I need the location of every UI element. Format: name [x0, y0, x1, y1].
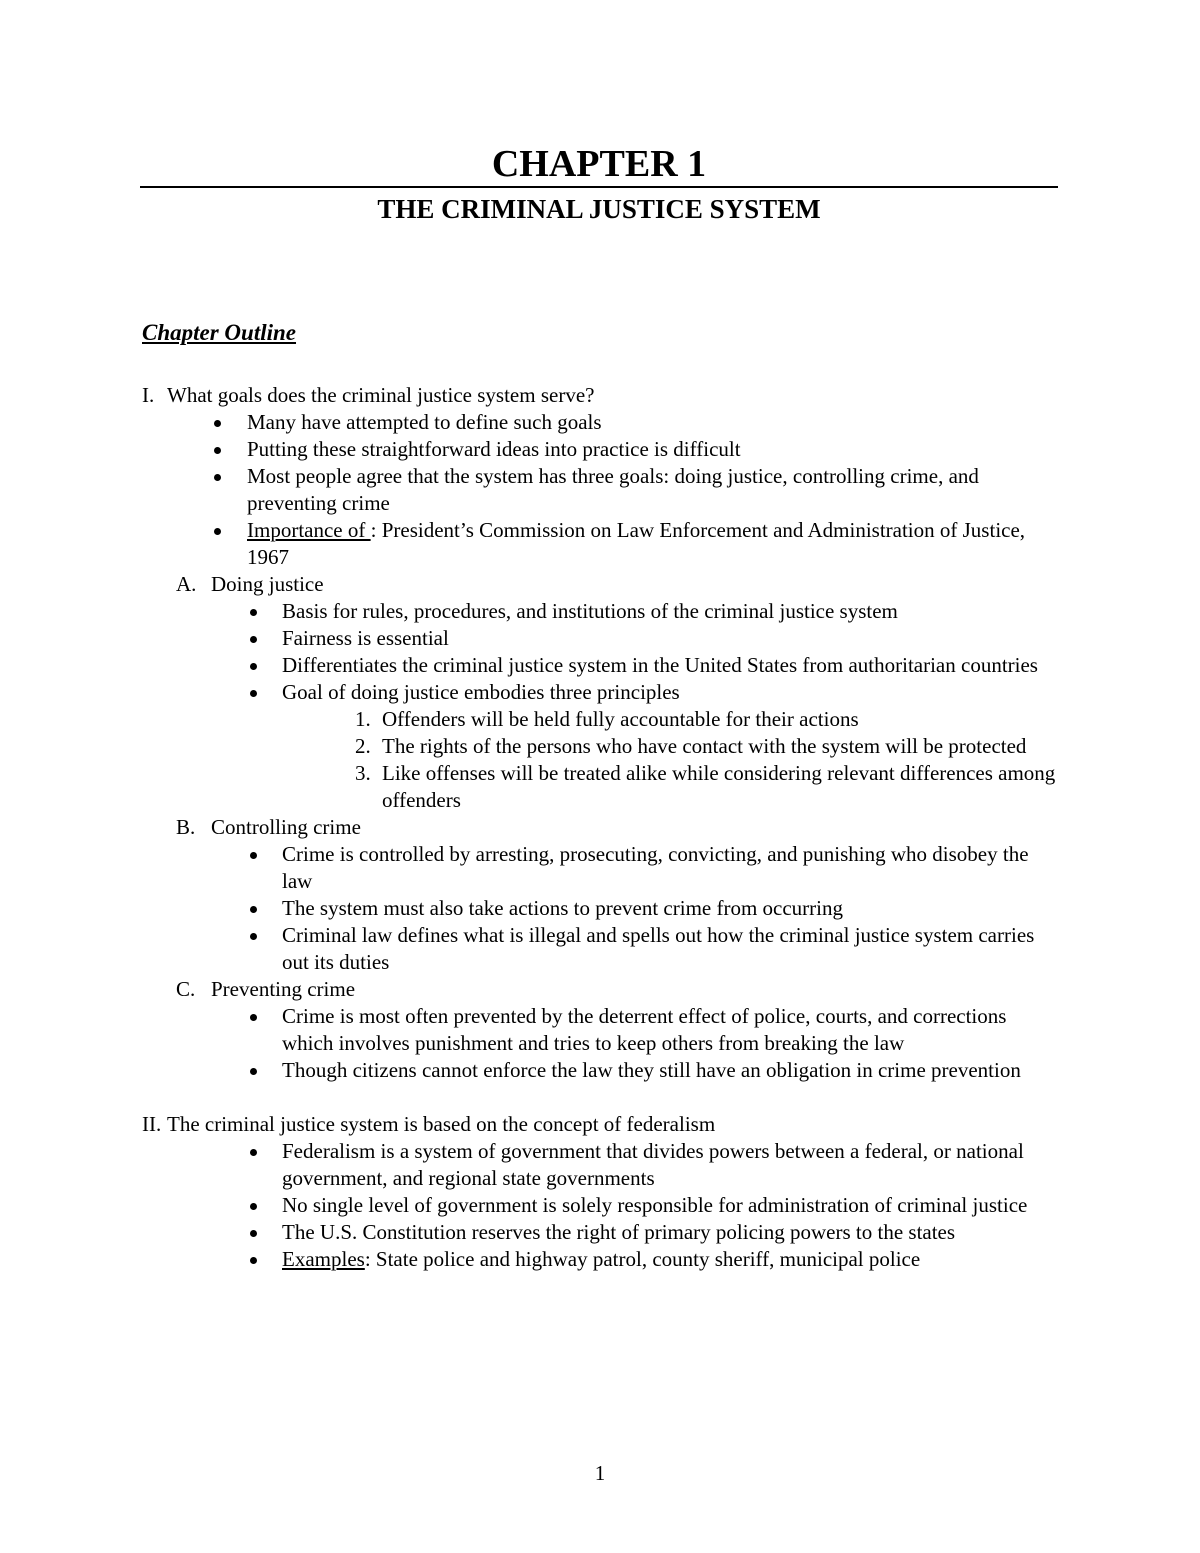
bullet-text: Crime is most often prevented by the deterrent effect of police, courts, and corrections which involves punishment and tries to keep others from breaking the law: [282, 1004, 1007, 1055]
section-marker: I.: [142, 383, 155, 407]
bullet-text: Putting these straightforward ideas into practice is difficult: [247, 437, 741, 461]
number-marker: 2.: [355, 734, 371, 758]
bullet-icon: [250, 852, 257, 859]
bullet-text: Goal of doing justice embodies three principles: [282, 680, 680, 704]
bullet-label: Examples: [282, 1247, 365, 1271]
bullet-item: [0, 1057, 1200, 1084]
section-text: The criminal justice system is based on the concept of federalism: [167, 1112, 716, 1136]
outline-heading: Chapter Outline: [142, 320, 297, 345]
bullet-text: Differentiates the criminal justice system in the United States from authoritarian countries: [282, 653, 1038, 677]
bullet-text: Fairness is essential: [282, 626, 449, 650]
subsection-text: Controlling crime: [211, 815, 361, 839]
bullet-icon: [214, 474, 221, 481]
bullet-icon: [250, 1257, 257, 1264]
bullet-text: The U.S. Constitution reserves the right of primary policing powers to the states: [282, 1220, 956, 1244]
bullet-icon: [250, 609, 257, 616]
numbered-text: The rights of the persons who have contact with the system will be protected: [382, 734, 1027, 758]
bullet-icon: [250, 690, 257, 697]
bullet-item: [0, 1219, 1200, 1246]
bullet-text: Though citizens cannot enforce the law they still have an obligation in crime prevention: [282, 1058, 1021, 1082]
chapter-title: CHAPTER 1: [491, 143, 707, 185]
bullet-icon: [250, 1230, 257, 1237]
section-marker: II.: [142, 1112, 162, 1136]
bullet-text: Criminal law defines what is illegal and spells out how the criminal justice system carries out its duties: [282, 923, 1035, 974]
bullet-text: Many have attempted to define such goals: [247, 410, 602, 434]
bullet-text: : President’s Commission on Law Enforcement and Administration of Justice, 1967: [247, 518, 1026, 569]
section-text: What goals does the criminal justice system serve?: [167, 383, 595, 407]
bullet-text: No single level of government is solely responsible for administration of criminal justice: [282, 1193, 1028, 1217]
bullet-icon: [250, 663, 257, 670]
bullet-text: Most people agree that the system has three goals: doing justice, controlling crime, and preventing crime: [247, 464, 979, 515]
bullet-icon: [250, 933, 257, 940]
bullet-item: [0, 922, 1200, 976]
subsection-text: Doing justice: [211, 572, 324, 596]
number-marker: 3.: [355, 761, 371, 785]
bullet-icon: [214, 420, 221, 427]
bullet-text: : State police and highway patrol, county sheriff, municipal police: [364, 1247, 921, 1271]
bullet-text: Basis for rules, procedures, and institutions of the criminal justice system: [282, 599, 898, 623]
bullet-icon: [214, 447, 221, 454]
bullet-item: [0, 598, 1200, 625]
bullet-icon: [214, 528, 221, 535]
numbered-item: [0, 760, 1200, 814]
bullet-icon: [250, 1203, 257, 1210]
bullet-icon: [250, 1014, 257, 1021]
section-heading: [0, 382, 1200, 409]
subsection-heading: [0, 814, 1200, 841]
bullet-item: [0, 1192, 1200, 1219]
number-marker: 1.: [355, 707, 371, 731]
bullet-item: [0, 1003, 1200, 1057]
numbered-text: Like offenses will be treated alike while considering relevant differences among offenders: [382, 761, 1056, 812]
section-heading: [0, 1111, 1200, 1138]
bullet-item: [0, 1246, 1200, 1273]
page-number: 1: [594, 1461, 606, 1485]
subsection-heading: [0, 976, 1200, 1003]
bullet-item: [0, 1138, 1200, 1192]
bullet-item: [0, 517, 1200, 571]
subsection-text: Preventing crime: [211, 977, 356, 1001]
bullet-icon: [250, 636, 257, 643]
bullet-item: [0, 625, 1200, 652]
bullet-text: The system must also take actions to prevent crime from occurring: [282, 896, 844, 920]
numbered-item: [0, 706, 1200, 733]
bullet-icon: [250, 1149, 257, 1156]
section-spacer: [0, 1084, 1200, 1111]
bullet-item: [0, 463, 1200, 517]
bullet-label: Importance of: [247, 518, 371, 542]
numbered-item: [0, 733, 1200, 760]
bullet-icon: [250, 1068, 257, 1075]
subsection-marker: A.: [176, 572, 197, 596]
bullet-item: [0, 895, 1200, 922]
chapter-subtitle: THE CRIMINAL JUSTICE SYSTEM: [377, 194, 821, 224]
bullet-text: Crime is controlled by arresting, prosecuting, convicting, and punishing who disobey the law: [282, 842, 1029, 893]
title-divider: [140, 186, 1058, 188]
bullet-text: Federalism is a system of government that divides powers between a federal, or national government, and regional state governments: [282, 1139, 1024, 1190]
subsection-marker: B.: [176, 815, 196, 839]
subsection-marker: C.: [176, 977, 196, 1001]
numbered-text: Offenders will be held fully accountable for their actions: [382, 707, 859, 731]
bullet-item: [0, 679, 1200, 706]
bullet-item: [0, 409, 1200, 436]
bullet-item: [0, 436, 1200, 463]
bullet-item: [0, 841, 1200, 895]
subsection-heading: [0, 571, 1200, 598]
outline-content: [0, 382, 1200, 1273]
bullet-item: [0, 652, 1200, 679]
bullet-icon: [250, 906, 257, 913]
